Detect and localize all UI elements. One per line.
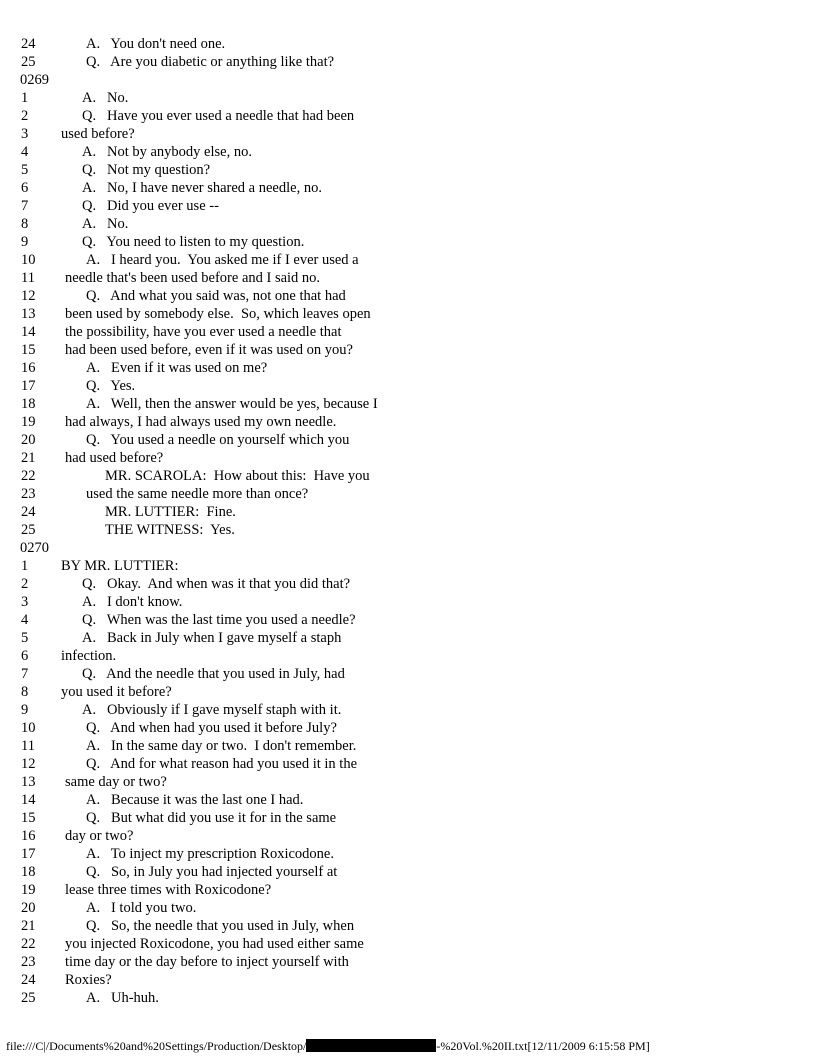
line-text: used the same needle more than once? [86,486,309,502]
line-number: 19 [21,414,36,430]
line-text: A. You don't need one. [86,36,226,52]
line-number: 24 [21,972,36,988]
line-number: 21 [21,918,36,934]
line-number: 17 [21,378,36,394]
line-number: 8 [21,216,29,232]
transcript-line [0,485,816,503]
transcript-line [0,647,816,665]
line-number: 5 [21,162,29,178]
transcript-line [0,269,816,287]
transcript-line [0,179,816,197]
line-text: A. No. [82,216,129,232]
line-number: 2 [21,576,29,592]
line-number: 1 [21,558,29,574]
transcript-line [0,53,816,71]
line-number: 18 [21,396,36,412]
transcript-line [0,989,816,1007]
transcript-line [0,305,816,323]
transcript-line [0,431,816,449]
transcript-line [0,719,816,737]
line-text: Q. And for what reason had you used it in the [86,756,358,772]
line-number: 10 [21,720,36,736]
line-text: A. I told you two. [86,900,197,916]
transcript-line [0,323,816,341]
line-number: 19 [21,882,36,898]
line-number: 25 [21,522,36,538]
line-number: 20 [21,900,36,916]
line-text: Q. Yes. [86,378,136,394]
line-text: Q. And when had you used it before July? [86,720,337,736]
transcript-line [0,359,816,377]
transcript-line [0,665,816,683]
transcript-line [0,881,816,899]
transcript-line [0,287,816,305]
line-number: 12 [21,756,36,772]
line-text: Roxies? [65,972,112,988]
transcript-line [0,611,816,629]
line-number: 24 [21,36,36,52]
line-text: Q. Did you ever use -- [82,198,219,214]
line-text: Q. Have you ever used a needle that had been [82,108,355,124]
transcript-line [0,521,816,539]
line-number: 4 [21,612,29,628]
line-number: 8 [21,684,29,700]
transcript-line [0,971,816,989]
line-text: Q. So, in July you had injected yourself at [86,864,338,880]
line-number: 4 [21,144,29,160]
line-text: same day or two? [65,774,167,790]
transcript-line [0,809,816,827]
line-text: A. I don't know. [82,594,183,610]
line-number: 13 [21,774,36,790]
line-text: Q. You need to listen to my question. [82,234,305,250]
transcript-line [0,917,816,935]
line-number: 6 [21,180,29,196]
line-number: 25 [21,54,36,70]
transcript-line [0,503,816,521]
line-number: 22 [21,468,36,484]
line-number: 6 [21,648,29,664]
transcript-line [0,341,816,359]
line-number: 16 [21,360,36,376]
transcript-line [0,449,816,467]
line-text: had always, I had always used my own needle. [65,414,337,430]
page-number-label [0,71,816,89]
line-text: A. No, I have never shared a needle, no. [82,180,322,196]
transcript-line [0,791,816,809]
line-number: 23 [21,954,36,970]
transcript-line [0,773,816,791]
line-number: 15 [21,810,36,826]
line-number: 23 [21,486,36,502]
line-text: BY MR. LUTTIER: [61,558,179,574]
page-label: 0270 [20,540,49,556]
page-number-label [0,539,816,557]
line-text: A. I heard you. You asked me if I ever used a [86,252,359,268]
line-text: A. To inject my prescription Roxicodone. [86,846,334,862]
line-text: A. Even if it was used on me? [86,360,268,376]
transcript-line [0,737,816,755]
line-text: been used by somebody else. So, which leaves open [65,306,371,322]
line-number: 3 [21,594,29,610]
transcript-line [0,395,816,413]
line-number: 9 [21,702,29,718]
transcript-line [0,143,816,161]
transcript-line [0,413,816,431]
line-text: Q. And the needle that you used in July, had [82,666,345,682]
line-text: had been used before, even if it was used on you? [65,342,353,358]
line-text: you injected Roxicodone, you had used either same [65,936,364,952]
line-text: the possibility, have you ever used a needle that [65,324,342,340]
footer-path-prefix: file:///C|/Documents%20and%20Settings/Production/Desktop/ [6,1039,307,1053]
transcript-body [0,35,816,1007]
line-number: 10 [21,252,36,268]
line-number: 18 [21,864,36,880]
transcript-line [0,89,816,107]
line-text: used before? [61,126,135,142]
line-text: MR. LUTTIER: Fine. [105,504,236,520]
transcript-line [0,161,816,179]
line-number: 25 [21,990,36,1006]
line-number: 13 [21,306,36,322]
transcript-line [0,233,816,251]
line-text: had used before? [65,450,164,466]
transcript-line [0,575,816,593]
transcript-line [0,125,816,143]
line-number: 11 [21,270,35,286]
line-number: 9 [21,234,29,250]
line-text: A. Back in July when I gave myself a staph [82,630,342,646]
transcript-line [0,755,816,773]
line-text: Q. Are you diabetic or anything like that? [86,54,335,70]
line-number: 14 [21,792,36,808]
line-number: 15 [21,342,36,358]
transcript-line [0,35,816,53]
line-number: 20 [21,432,36,448]
line-number: 22 [21,936,36,952]
footer-path-suffix: -%20Vol.%20II.txt[12/11/2009 6:15:58 PM] [436,1039,650,1053]
transcript-line [0,377,816,395]
transcript-line [0,467,816,485]
transcript-line [0,953,816,971]
line-number: 24 [21,504,36,520]
transcript-line [0,251,816,269]
line-text: needle that's been used before and I said no. [65,270,321,286]
transcript-line [0,827,816,845]
line-text: A. Uh-huh. [86,990,159,1006]
line-text: infection. [61,648,117,664]
transcript-line [0,215,816,233]
transcript-line [0,899,816,917]
line-text: day or two? [65,828,134,844]
line-text: A. Not by anybody else, no. [82,144,252,160]
redaction-bar [306,1039,436,1052]
line-text: Q. You used a needle on yourself which you [86,432,350,448]
line-number: 1 [21,90,29,106]
line-number: 12 [21,288,36,304]
line-number: 14 [21,324,36,340]
transcript-line [0,593,816,611]
transcript-line [0,197,816,215]
line-text: A. In the same day or two. I don't remember. [86,738,357,754]
line-text: THE WITNESS: Yes. [105,522,235,538]
line-number: 7 [21,666,29,682]
line-text: lease three times with Roxicodone? [65,882,272,898]
transcript-line [0,845,816,863]
page-label: 0269 [20,72,49,88]
line-text: you used it before? [61,684,172,700]
transcript-line [0,557,816,575]
line-text: A. Well, then the answer would be yes, because I [86,396,378,412]
transcript-line [0,107,816,125]
line-text: A. Because it was the last one I had. [86,792,304,808]
line-number: 7 [21,198,29,214]
transcript-line [0,683,816,701]
transcript-line [0,863,816,881]
transcript-line [0,629,816,647]
line-number: 3 [21,126,29,142]
line-text: Q. But what did you use it for in the same [86,810,337,826]
line-text: MR. SCAROLA: How about this: Have you [105,468,370,484]
line-text: Q. And what you said was, not one that had [86,288,346,304]
line-text: Q. When was the last time you used a needle? [82,612,356,628]
line-text: Q. So, the needle that you used in July, when [86,918,355,934]
line-number: 2 [21,108,29,124]
transcript-line [0,701,816,719]
line-text: Q. Okay. And when was it that you did that? [82,576,351,592]
line-text: A. Obviously if I gave myself staph with it. [82,702,342,718]
transcript-line [0,935,816,953]
file-path-footer [6,1039,650,1053]
line-text: Q. Not my question? [82,162,211,178]
line-number: 11 [21,738,35,754]
line-number: 5 [21,630,29,646]
line-text: time day or the day before to inject yourself with [65,954,349,970]
line-number: 21 [21,450,36,466]
line-text: A. No. [82,90,129,106]
line-number: 17 [21,846,36,862]
line-number: 16 [21,828,36,844]
